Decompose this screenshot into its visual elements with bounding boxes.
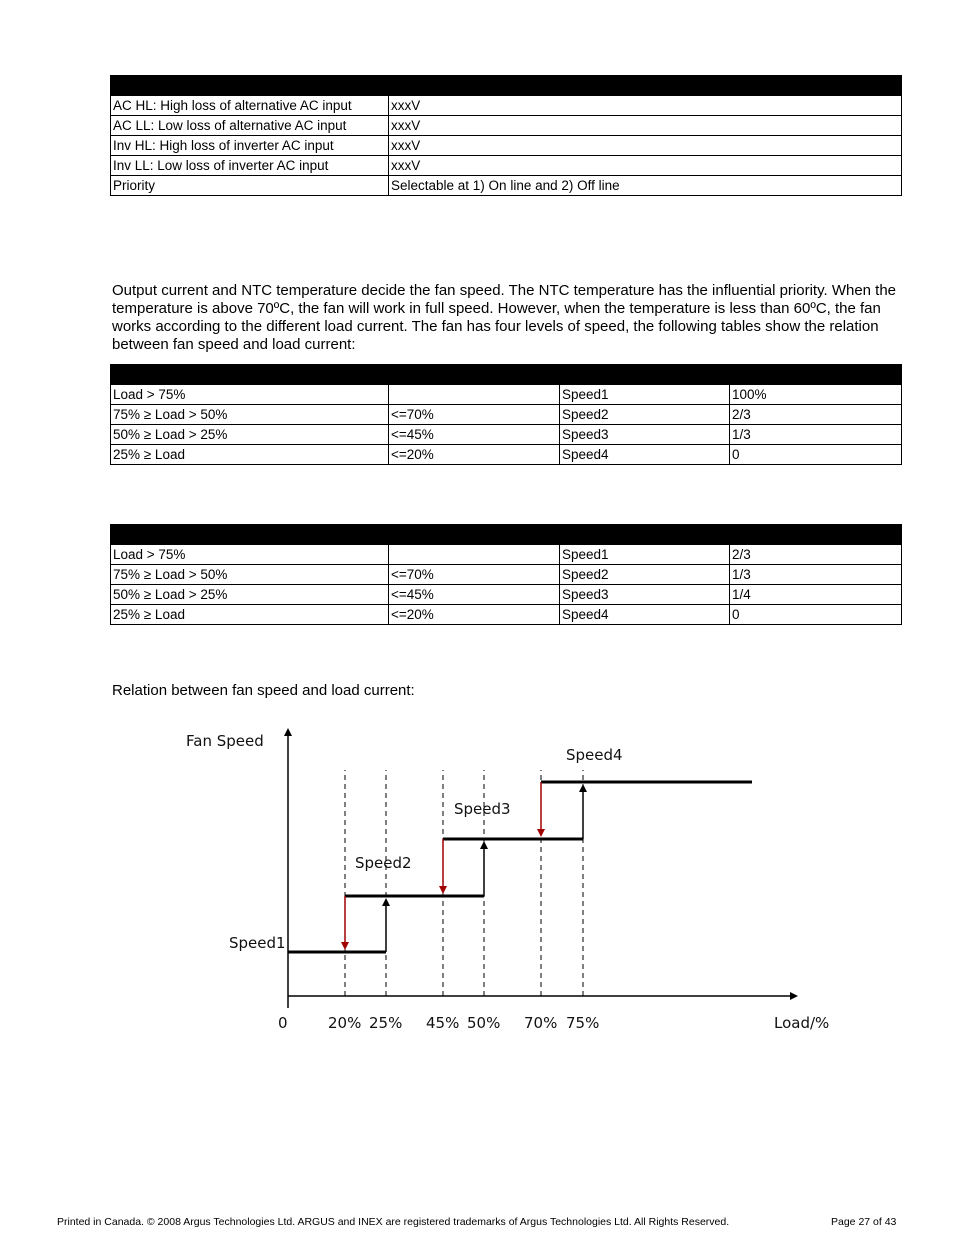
table-cell: Speed1 [560, 385, 730, 405]
table-header-cell [111, 76, 389, 96]
table-cell: 100% [730, 385, 902, 405]
fan-speed-table-2 [110, 524, 902, 625]
table-cell: 75% ≥ Load > 50% [111, 565, 389, 585]
speed-level-label: Speed3 [454, 800, 511, 818]
table-cell [389, 545, 560, 565]
table-cell: 2/3 [730, 405, 902, 425]
table-cell: AC HL: High loss of alternative AC input [111, 96, 389, 116]
table-row [111, 605, 902, 625]
x-tick-label: 70% [524, 1014, 558, 1032]
table-cell: <=70% [389, 565, 560, 585]
table-header-cell [111, 365, 389, 385]
table-cell: xxxV [389, 156, 902, 176]
table-cell: xxxV [389, 136, 902, 156]
table-cell: 2/3 [730, 545, 902, 565]
table-cell: Selectable at 1) On line and 2) Off line [389, 176, 902, 196]
table-header-cell [730, 365, 902, 385]
table-row [111, 565, 902, 585]
speed-level-label: Speed4 [566, 746, 623, 764]
table-cell: <=20% [389, 605, 560, 625]
table-header-cell [111, 525, 389, 545]
x-tick-label: 25% [369, 1014, 403, 1032]
table-row [111, 156, 902, 176]
table-cell: AC LL: Low loss of alternative AC input [111, 116, 389, 136]
table-cell: Priority [111, 176, 389, 196]
table-header-row [111, 76, 902, 96]
fan-speed-table-1 [110, 364, 902, 465]
x-axis-label: Load/% [774, 1014, 830, 1032]
x-tick-label: 45% [426, 1014, 460, 1032]
fan-speed-chart [168, 710, 830, 1042]
table-cell: 1/3 [730, 425, 902, 445]
page-number: Page 27 of 43 [831, 1216, 897, 1228]
x-tick-label: 0 [278, 1014, 288, 1032]
table-cell: <=70% [389, 405, 560, 425]
speed-level-label: Speed1 [229, 934, 286, 952]
table-cell [389, 385, 560, 405]
table-cell: Speed1 [560, 545, 730, 565]
table-row [111, 545, 902, 565]
table-cell: 50% ≥ Load > 25% [111, 585, 389, 605]
table-cell: 75% ≥ Load > 50% [111, 405, 389, 425]
table-cell: 1/4 [730, 585, 902, 605]
table-row [111, 405, 902, 425]
x-tick-label: 75% [566, 1014, 600, 1032]
speed-level-label: Speed2 [355, 854, 412, 872]
table-cell: Load > 75% [111, 545, 389, 565]
table-cell: Speed3 [560, 425, 730, 445]
table-cell: 0 [730, 605, 902, 625]
table-cell: Speed4 [560, 445, 730, 465]
table-row [111, 176, 902, 196]
y-axis-label: Fan Speed [186, 732, 264, 750]
table-row [111, 385, 902, 405]
table-row [111, 136, 902, 156]
table-cell: xxxV [389, 96, 902, 116]
table-row [111, 425, 902, 445]
table-cell: 1/3 [730, 565, 902, 585]
table-header-cell [560, 365, 730, 385]
table-header-row [111, 365, 902, 385]
table-header-cell [560, 525, 730, 545]
table-header-cell [389, 365, 560, 385]
footer-copyright: Printed in Canada. © 2008 Argus Technologies Ltd. ARGUS and INEX are registered trademarks of Argus Technologies Ltd. All Rights Reserved. [57, 1216, 730, 1228]
table-cell: Inv LL: Low loss of inverter AC input [111, 156, 389, 176]
ac-loss-table [110, 75, 902, 196]
table-cell: Speed2 [560, 405, 730, 425]
table-row [111, 116, 902, 136]
x-tick-label: 20% [328, 1014, 362, 1032]
table-row [111, 96, 902, 116]
table-cell: xxxV [389, 116, 902, 136]
table-row [111, 585, 902, 605]
table-cell: Load > 75% [111, 385, 389, 405]
table-cell: Speed4 [560, 605, 730, 625]
x-tick-label: 50% [467, 1014, 501, 1032]
table-cell: 25% ≥ Load [111, 445, 389, 465]
table-cell: Speed2 [560, 565, 730, 585]
table-header-cell [730, 525, 902, 545]
table-cell: 25% ≥ Load [111, 605, 389, 625]
chart-caption: Relation between fan speed and load current: [112, 682, 415, 699]
table-cell: <=45% [389, 585, 560, 605]
table-header-cell [389, 76, 902, 96]
table-cell: 0 [730, 445, 902, 465]
table-cell: <=20% [389, 445, 560, 465]
table-header-row [111, 525, 902, 545]
table-cell: Speed3 [560, 585, 730, 605]
table-cell: Inv HL: High loss of inverter AC input [111, 136, 389, 156]
table-row [111, 445, 902, 465]
table-cell: <=45% [389, 425, 560, 445]
fan-speed-description: Output current and NTC temperature decide the fan speed. The NTC temperature has the influential priority. When the temperature is above 70ºC, the fan will work in full speed. However, when the temperature is less than 60ºC, the fan works according to the different load current. The fan has four levels of speed, the following tables show the relation between fan speed and load current: [112, 282, 897, 353]
table-cell: 50% ≥ Load > 25% [111, 425, 389, 445]
table-header-cell [389, 525, 560, 545]
